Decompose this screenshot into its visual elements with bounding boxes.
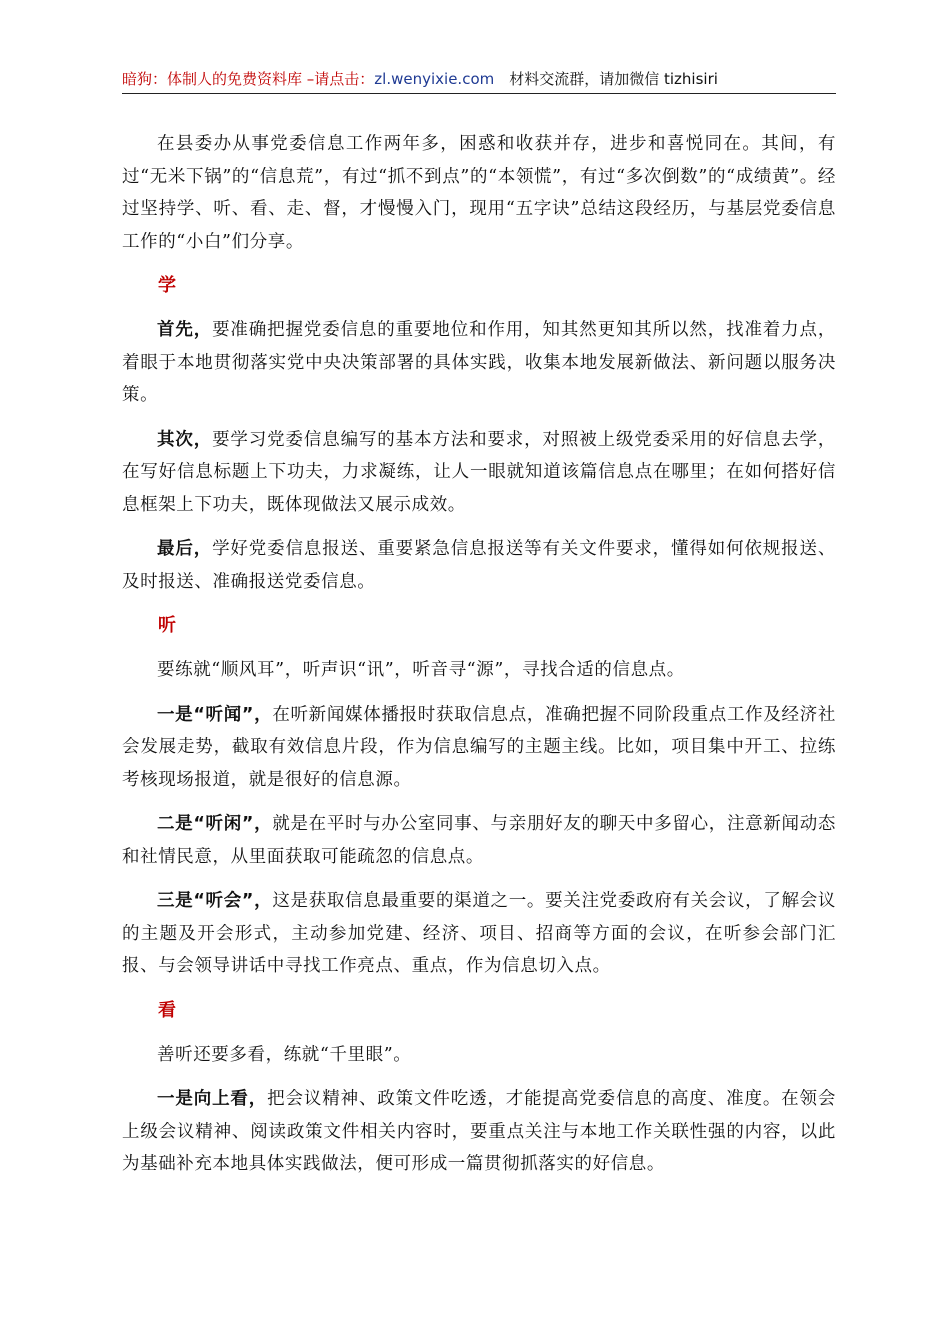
- section-intro: 善听还要多看，练就“千里眼”。: [157, 1044, 412, 1065]
- paragraph-text: 这是获取信息最重要的渠道之一。要关注党委政府有关会议，了解会议的主题及开会形式，主动参加党建、经济、项目、招商等方面的会议，在听参会部门汇报、与会领导讲话中寻找工作亮点、重点，作为信息切入点。: [122, 891, 836, 976]
- paragraph-text: 在听新闻媒体播报时获取信息点，准确把握不同阶段重点工作及经济社会发展走势，截取有效信息片段，作为信息编写的主题主线。比如，项目集中开工、拉练考核现场报道，就是很好的信息源。: [122, 704, 836, 790]
- paragraph-text: 要学习党委信息编写的基本方法和要求，对照被上级党委采用的好信息去学，在写好信息标题上下功夫，力求凝练，让人一眼就知道该篇信息点在哪里；在如何搭好信息框架上下功夫，既体现做法又展示成效。: [122, 429, 836, 515]
- paragraph-lead: 一是向上看，: [157, 1089, 268, 1109]
- paragraph: [122, 808, 836, 873]
- paragraph-lead: 二是“听闲”，: [157, 814, 273, 834]
- paragraph-lead: 最后，: [157, 539, 213, 559]
- header-site-name: 暗狗：体制人的免费资料库: [122, 70, 303, 88]
- paragraph-lead: 三是“听会”，: [157, 891, 273, 911]
- article-body: [122, 128, 836, 1193]
- paragraph-text: 把会议精神、政策文件吃透，才能提高党委信息的高度、准度。在领会上级会议精神、阅读政策文件相关内容时，要重点关注与本地工作关联性强的内容，以此为基础补充本地具体实践做法，便可形成一篇贯彻抓落实的好信息。: [122, 1089, 836, 1174]
- paragraph-text: 就是在平时与办公室同事、与亲朋好友的聊天中多留心，注意新闻动态和社情民意，从里面获取可能疏忽的信息点。: [122, 814, 836, 867]
- paragraph-lead: 其次，: [157, 429, 213, 450]
- paragraph: [122, 533, 836, 598]
- header-click-prompt: –请点击：: [302, 70, 375, 88]
- paragraph: [122, 699, 836, 797]
- section-title-xue: 学: [158, 275, 176, 296]
- section-intro: 要练就“顺风耳”，听声识“讯”，听音寻“源”，寻找合适的信息点。: [157, 660, 685, 680]
- header-divider: [122, 93, 836, 94]
- paragraph-text: 学好党委信息报送、重要紧急信息报送等有关文件要求，懂得如何依规报送、及时报送、准确报送党委信息。: [122, 539, 836, 592]
- section-title-ting: 听: [158, 615, 176, 636]
- paragraph-text: 要准确把握党委信息的重要地位和作用，知其然更知其所以然，找准着力点，着眼于本地贯彻落实党中央决策部署的具体实践，收集本地发展新做法、新问题以服务决策。: [122, 320, 836, 405]
- paragraph: [122, 885, 836, 983]
- paragraph: [122, 314, 836, 412]
- paragraph: [122, 1083, 836, 1181]
- paragraph-lead: 一是“听闻”，: [157, 704, 273, 725]
- section-title-kan: 看: [158, 999, 176, 1021]
- paragraph-lead: 首先，: [157, 320, 213, 340]
- page-header: [122, 68, 836, 90]
- header-link[interactable]: zl.wenyixie.com: [374, 70, 495, 88]
- header-wechat-note: 材料交流群，请加微信 tizhisiri: [494, 70, 718, 88]
- intro-paragraph: 在县委办从事党委信息工作两年多，困惑和收获并存，进步和喜悦同在。其间，有过“无米下锅”的“信息荒”，有过“抓不到点”的“本领慌”，有过“多次倒数”的“成绩黄”。经过坚持学、听、看、走、督，才慢慢入门，现用“五字诀”总结这段经历，与基层党委信息工作的“小白”们分享。: [122, 134, 836, 252]
- paragraph: [122, 424, 836, 522]
